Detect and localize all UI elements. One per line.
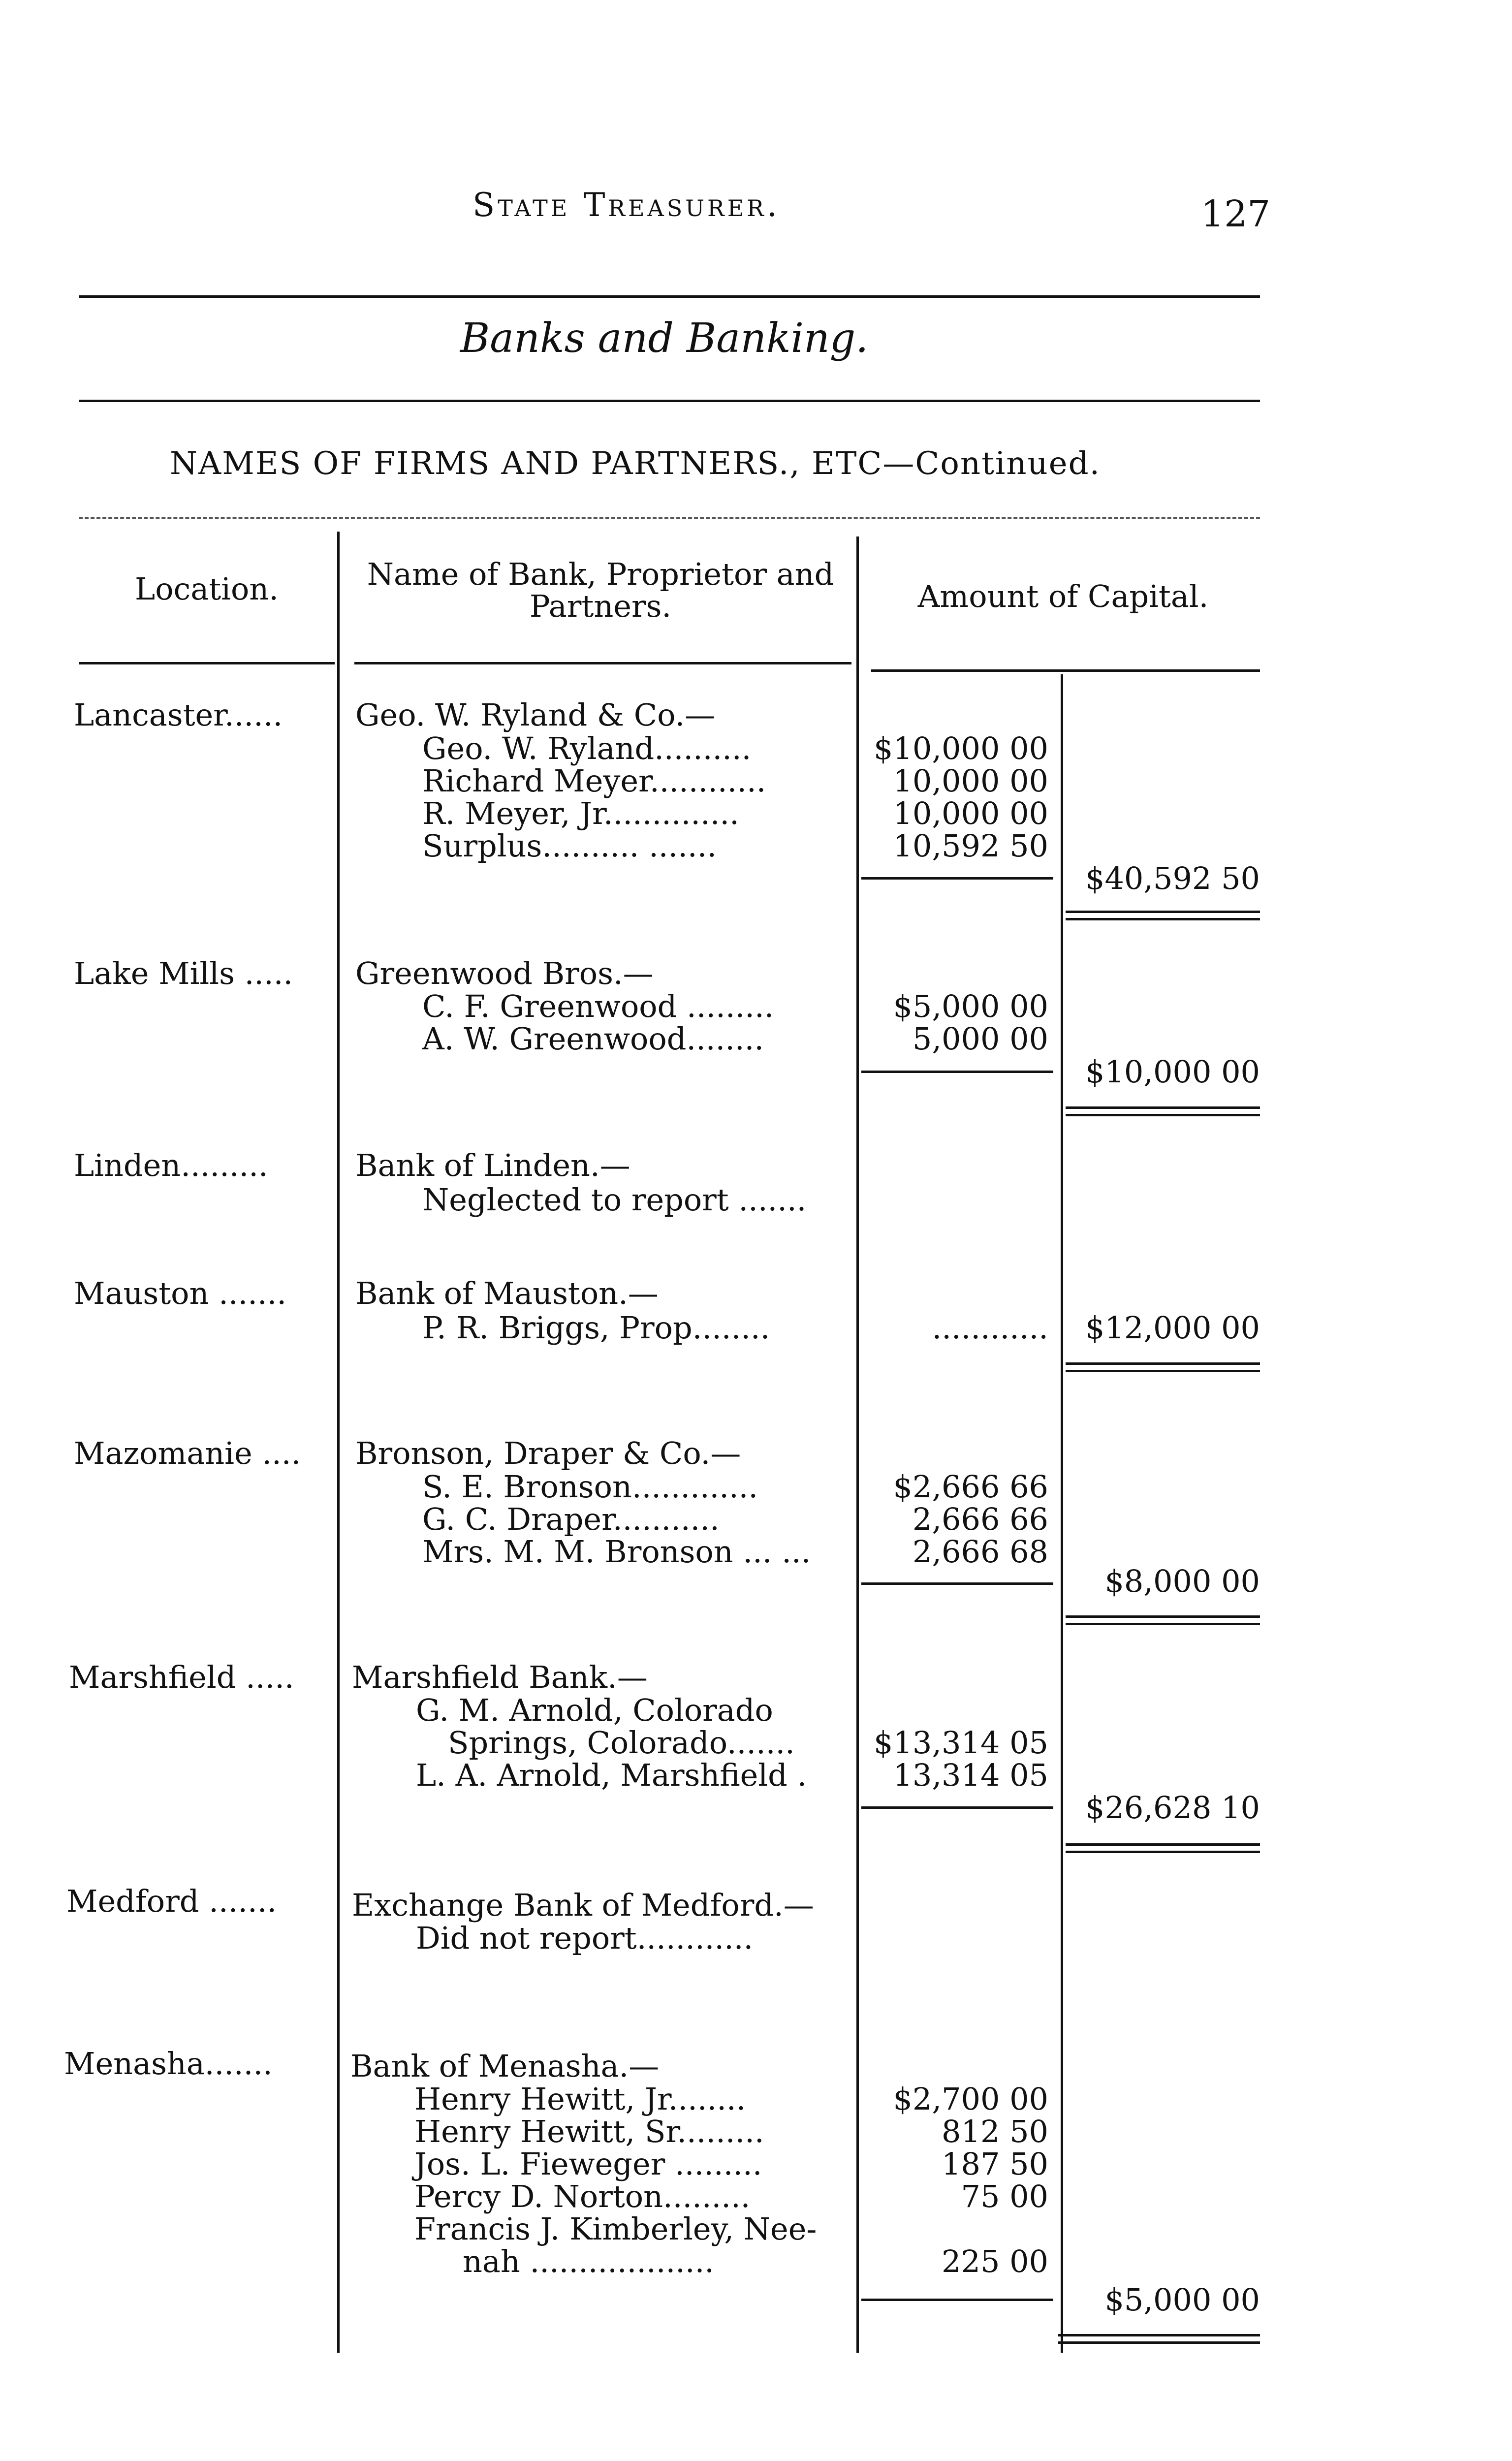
partner-amount: $10,000 00 bbox=[874, 730, 1048, 766]
entry-total: $10,000 00 bbox=[1085, 1054, 1260, 1090]
header-underline-name bbox=[354, 662, 851, 664]
location-mazomanie: Mazomanie .... bbox=[74, 1435, 301, 1471]
partner-name: Surplus.......... ....... bbox=[422, 828, 717, 864]
partner-name: L. A. Arnold, Marshfield . bbox=[416, 1757, 807, 1793]
bank-name: Geo. W. Ryland & Co.— bbox=[355, 697, 716, 733]
header-underline-location bbox=[79, 662, 335, 664]
section-rule bbox=[79, 400, 1260, 402]
column-divider-1 bbox=[337, 532, 340, 2353]
partner-name: Mrs. M. M. Bronson ... ... bbox=[422, 1534, 811, 1570]
subtotal-rule bbox=[861, 1582, 1053, 1585]
column-divider-2 bbox=[856, 536, 859, 2353]
header-capital: Amount of Capital. bbox=[917, 578, 1209, 614]
partner-amount: $13,314 05 bbox=[874, 1725, 1048, 1761]
header-underline-capital bbox=[871, 669, 1260, 672]
partner-name: G. M. Arnold, Colorado bbox=[416, 1692, 773, 1728]
partner-name: P. R. Briggs, Prop........ bbox=[422, 1310, 770, 1346]
header-location: Location. bbox=[135, 571, 279, 607]
location-lake-mills: Lake Mills ..... bbox=[74, 955, 293, 991]
partner-amount: 812 50 bbox=[942, 2114, 1048, 2149]
bank-name: Bank of Menasha.— bbox=[350, 2048, 660, 2084]
location-marshfield: Marshfield ..... bbox=[69, 1659, 294, 1695]
partner-amount: 13,314 05 bbox=[893, 1757, 1048, 1793]
location-lancaster: Lancaster...... bbox=[74, 697, 283, 733]
partner-name-continued: Springs, Colorado....... bbox=[448, 1725, 795, 1761]
subtotal-rule bbox=[861, 1806, 1053, 1809]
partner-amount: 187 50 bbox=[942, 2146, 1048, 2182]
partner-amount: 2,666 66 bbox=[912, 1501, 1048, 1537]
entry-total: $12,000 00 bbox=[1085, 1310, 1260, 1346]
partner-amount: ............ bbox=[932, 1310, 1048, 1346]
subtotal-rule bbox=[861, 2299, 1053, 2301]
partner-amount: 225 00 bbox=[942, 2243, 1048, 2279]
total-double-rule bbox=[1066, 1362, 1260, 1372]
table-top-rule bbox=[79, 517, 1260, 519]
total-double-rule bbox=[1066, 1843, 1260, 1853]
partner-amount: 10,000 00 bbox=[893, 763, 1048, 799]
location-menasha: Menasha....... bbox=[64, 2046, 273, 2082]
partner-name: C. F. Greenwood ......... bbox=[422, 988, 774, 1024]
entry-note: Did not report............ bbox=[416, 1920, 754, 1956]
total-double-rule bbox=[1066, 911, 1260, 920]
partner-name-continued: nah ................... bbox=[463, 2243, 714, 2279]
partner-amount: 2,666 68 bbox=[912, 1534, 1048, 1570]
entry-total: $5,000 00 bbox=[1104, 2282, 1260, 2318]
column-divider-3 bbox=[1061, 674, 1063, 2353]
running-title: State Treasurer. bbox=[472, 186, 780, 224]
partner-amount: 75 00 bbox=[961, 2178, 1048, 2214]
subtotal-rule bbox=[861, 877, 1053, 880]
entry-note: Neglected to report ....... bbox=[422, 1182, 807, 1218]
header-rule bbox=[79, 295, 1260, 298]
page-number: 127 bbox=[1201, 193, 1271, 235]
subtotal-rule bbox=[861, 1071, 1053, 1073]
partner-name: Francis J. Kimberley, Nee- bbox=[414, 2211, 817, 2247]
bank-name: Bank of Mauston.— bbox=[355, 1275, 659, 1311]
partner-amount: 10,592 50 bbox=[893, 828, 1048, 864]
partner-amount: 10,000 00 bbox=[893, 795, 1048, 831]
location-linden: Linden......... bbox=[74, 1147, 268, 1183]
partner-name: Henry Hewitt, Jr........ bbox=[414, 2081, 746, 2117]
partner-amount: $5,000 00 bbox=[893, 988, 1048, 1024]
location-mauston: Mauston ....... bbox=[74, 1275, 287, 1311]
partner-name: Percy D. Norton......... bbox=[414, 2178, 751, 2214]
continued-title: NAMES OF FIRMS AND PARTNERS., ETC—Continued. bbox=[170, 445, 1101, 482]
partner-amount: $2,700 00 bbox=[893, 2081, 1048, 2117]
entry-total: $8,000 00 bbox=[1104, 1563, 1260, 1599]
entry-total: $26,628 10 bbox=[1085, 1790, 1260, 1826]
section-title: Banks and Banking. bbox=[460, 315, 869, 362]
location-medford: Medford ....... bbox=[66, 1883, 277, 1919]
bank-name: Bronson, Draper & Co.— bbox=[355, 1435, 741, 1471]
partner-name: A. W. Greenwood........ bbox=[422, 1021, 764, 1057]
partner-name: G. C. Draper........... bbox=[422, 1501, 720, 1537]
bank-name: Marshfield Bank.— bbox=[352, 1659, 648, 1695]
partner-name: R. Meyer, Jr.............. bbox=[422, 795, 739, 831]
partner-name: Geo. W. Ryland.......... bbox=[422, 730, 752, 766]
bank-name: Exchange Bank of Medford.— bbox=[352, 1887, 814, 1923]
partner-amount: 5,000 00 bbox=[912, 1021, 1048, 1057]
partner-name: Richard Meyer............ bbox=[422, 763, 766, 799]
partner-name: Jos. L. Fieweger ......... bbox=[414, 2146, 762, 2182]
partner-name: S. E. Bronson............. bbox=[422, 1469, 758, 1505]
header-name-line2: Partners. bbox=[529, 588, 672, 624]
total-double-rule bbox=[1066, 1615, 1260, 1625]
partner-amount: $2,666 66 bbox=[893, 1469, 1048, 1505]
total-double-rule bbox=[1066, 1106, 1260, 1116]
bank-name: Bank of Linden.— bbox=[355, 1147, 630, 1183]
bank-name: Greenwood Bros.— bbox=[355, 955, 654, 991]
total-double-rule bbox=[1058, 2334, 1260, 2344]
header-name-line1: Name of Bank, Proprietor and bbox=[367, 556, 834, 592]
partner-name: Henry Hewitt, Sr......... bbox=[414, 2114, 764, 2149]
entry-total: $40,592 50 bbox=[1085, 860, 1260, 896]
